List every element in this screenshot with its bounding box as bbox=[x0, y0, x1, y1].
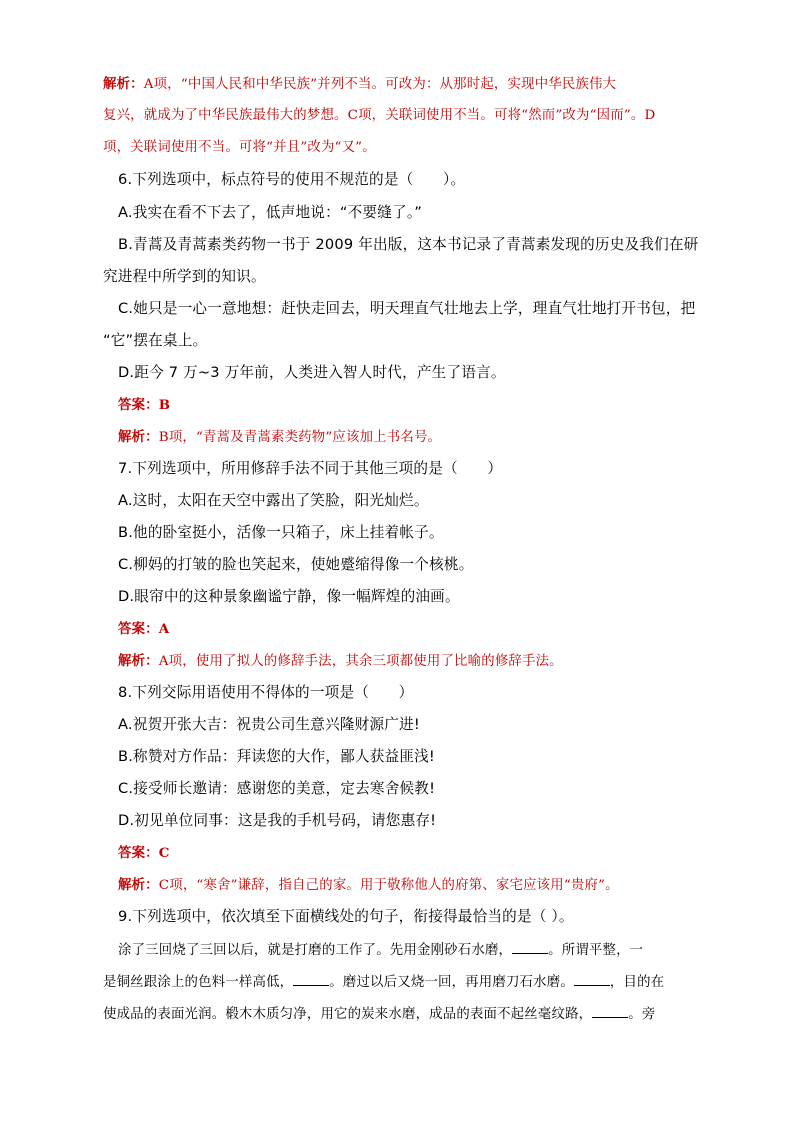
q9-stem: 9.下列选项中，依次填至下面横线处的句子，衔接得最恰当的是（ ）。 bbox=[118, 908, 574, 925]
q6-option-b-line-2: 究进程中所学到的知识。 bbox=[103, 268, 266, 285]
q7-option-a: A.这时，太阳在天空中露出了笑脸，阳光灿烂。 bbox=[118, 492, 429, 509]
q8-answer: 答案：C bbox=[118, 845, 170, 861]
q8-stem: 8.下列交际用语使用不得体的一项是（ ） bbox=[118, 684, 414, 701]
q5-analysis-line-2: 复兴，就成为了中华民族最伟大的梦想。C项，关联词使用不当。可将“然而”改为“因而”。D bbox=[103, 108, 656, 123]
analysis-label: 解析： bbox=[118, 877, 159, 893]
fill-blank bbox=[592, 1003, 628, 1018]
q9-passage-line-2: 是铜丝跟涂上的色料一样高低， 。磨过以后又烧一回，再用磨刀石水磨。 ，目的在 bbox=[103, 971, 664, 993]
q7-option-d: D.眼帘中的这种景象幽谧宁静，像一幅辉煌的油画。 bbox=[118, 588, 460, 605]
q8-option-a: A.祝贺开张大吉：祝贵公司生意兴隆财源广进! bbox=[118, 716, 420, 733]
q5-analysis-line-1: 解析：A项，“中国人民和中华民族”并列不当。可改为：从那时起，实现中华民族伟大 bbox=[103, 76, 617, 92]
q6-option-c-line-2: “它”摆在桌上。 bbox=[103, 332, 208, 349]
q5-analysis-line-3: 项，关联词使用不当。可将“并且”改为“又”。 bbox=[103, 140, 376, 155]
q6-option-d: D.距今 7 万~3 万年前，人类进入智人时代，产生了语言。 bbox=[118, 364, 506, 381]
fill-blank bbox=[574, 971, 610, 986]
q7-answer: 答案：A bbox=[118, 621, 170, 637]
q8-option-d: D.初见单位同事：这是我的手机号码，请您惠存! bbox=[118, 812, 437, 829]
q9-passage-line-3: 使成品的表面光润。椴木木质匀净，用它的炭来水磨，成品的表面不起丝毫纹路， 。旁 bbox=[103, 1003, 655, 1025]
q6-option-c-line-1: C.她只是一心一意地想：赶快走回去，明天理直气壮地去上学，理直气壮地打开书包，把 bbox=[118, 300, 696, 317]
q6-analysis: 解析：B项，“青蒿及青蒿素类药物”应该加上书名号。 bbox=[118, 429, 442, 445]
analysis-label: 解析： bbox=[103, 76, 144, 92]
q7-option-b: B.他的卧室挺小，活像一只箱子，床上挂着帐子。 bbox=[118, 524, 444, 541]
q7-option-c: C.柳妈的打皱的脸也笑起来，使她蹙缩得像一个核桃。 bbox=[118, 556, 474, 573]
q9-passage-line-1: 涂了三回烧了三回以后，就是打磨的工作了。先用金刚砂石水磨， 。所谓平整，一 bbox=[118, 939, 643, 961]
q6-stem: 6.下列选项中，标点符号的使用不规范的是（ ）。 bbox=[118, 171, 466, 188]
q8-option-c: C.接受师长邀请：感谢您的美意，定去寒舍候教! bbox=[118, 780, 436, 797]
analysis-label: 解析： bbox=[118, 429, 159, 445]
q6-option-b-line-1: B.青蒿及青蒿素类药物一书于 2009 年出版，这本书记录了青蒿素发现的历史及我们在研 bbox=[118, 236, 699, 253]
q7-analysis: 解析：A项，使用了拟人的修辞手法，其余三项都使用了比喻的修辞手法。 bbox=[118, 653, 563, 669]
fill-blank bbox=[512, 939, 548, 954]
q6-option-a: A.我实在看不下去了，低声地说：“不要缝了。” bbox=[118, 204, 423, 221]
q6-answer: 答案：B bbox=[118, 397, 171, 413]
q8-analysis: 解析：C项，“寒舍”谦辞，指自己的家。用于敬称他人的府第、家宅应该用“贵府”。 bbox=[118, 877, 619, 893]
analysis-label: 解析： bbox=[118, 653, 159, 669]
fill-blank bbox=[293, 971, 329, 986]
q7-stem: 7.下列选项中，所用修辞手法不同于其他三项的是（ ） bbox=[118, 460, 503, 477]
q8-option-b: B.称赞对方作品：拜读您的大作，鄙人获益匪浅! bbox=[118, 748, 435, 765]
